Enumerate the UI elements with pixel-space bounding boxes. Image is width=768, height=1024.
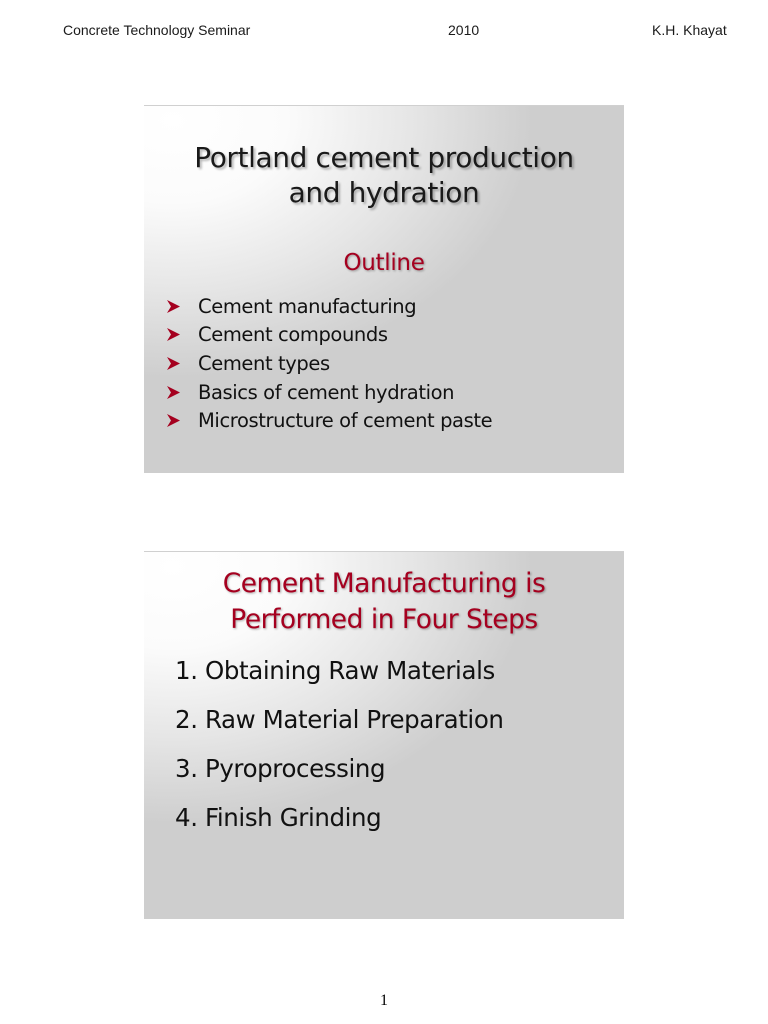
outline-item <box>167 378 492 407</box>
outline-item-text: Basics of cement hydration <box>198 380 455 404</box>
arrow-bullet-icon <box>167 357 187 370</box>
arrow-bullet-icon <box>167 300 187 313</box>
slide-1-title <box>144 140 624 210</box>
outline-item <box>167 321 492 350</box>
slide-2-title-line-1: Cement Manufacturing is <box>222 568 546 599</box>
slide-1 <box>144 105 624 473</box>
step-item: 4. Finish Grinding <box>175 803 382 832</box>
header-author: K.H. Khayat <box>652 22 727 38</box>
outline-item <box>167 349 492 378</box>
outline-item <box>167 406 492 435</box>
slide-1-subtitle: Outline <box>343 250 425 276</box>
header-year: 2010 <box>448 22 480 38</box>
steps-list <box>175 652 504 848</box>
outline-item-text: Microstructure of cement paste <box>198 409 493 433</box>
header-left-text: Concrete Technology Seminar <box>63 22 251 38</box>
outline-list <box>167 292 492 435</box>
slide-1-title-line-2: and hydration <box>288 176 480 209</box>
slide-2-title <box>144 566 624 638</box>
step-item: 1. Obtaining Raw Materials <box>175 656 495 685</box>
outline-item-text: Cement types <box>198 351 330 375</box>
step-item: 2. Raw Material Preparation <box>175 705 504 734</box>
arrow-bullet-icon <box>167 386 187 399</box>
arrow-bullet-icon <box>167 328 187 341</box>
page-number: 1 <box>380 992 388 1009</box>
slide-1-title-line-1: Portland cement production <box>194 141 574 174</box>
step-item: 3. Pyroprocessing <box>175 754 386 783</box>
arrow-bullet-icon <box>167 414 187 427</box>
outline-item-text: Cement compounds <box>198 323 388 347</box>
slide-2-title-line-2: Performed in Four Steps <box>230 604 538 635</box>
outline-item <box>167 292 492 321</box>
slide-2 <box>144 551 624 919</box>
outline-item-text: Cement manufacturing <box>198 294 417 318</box>
